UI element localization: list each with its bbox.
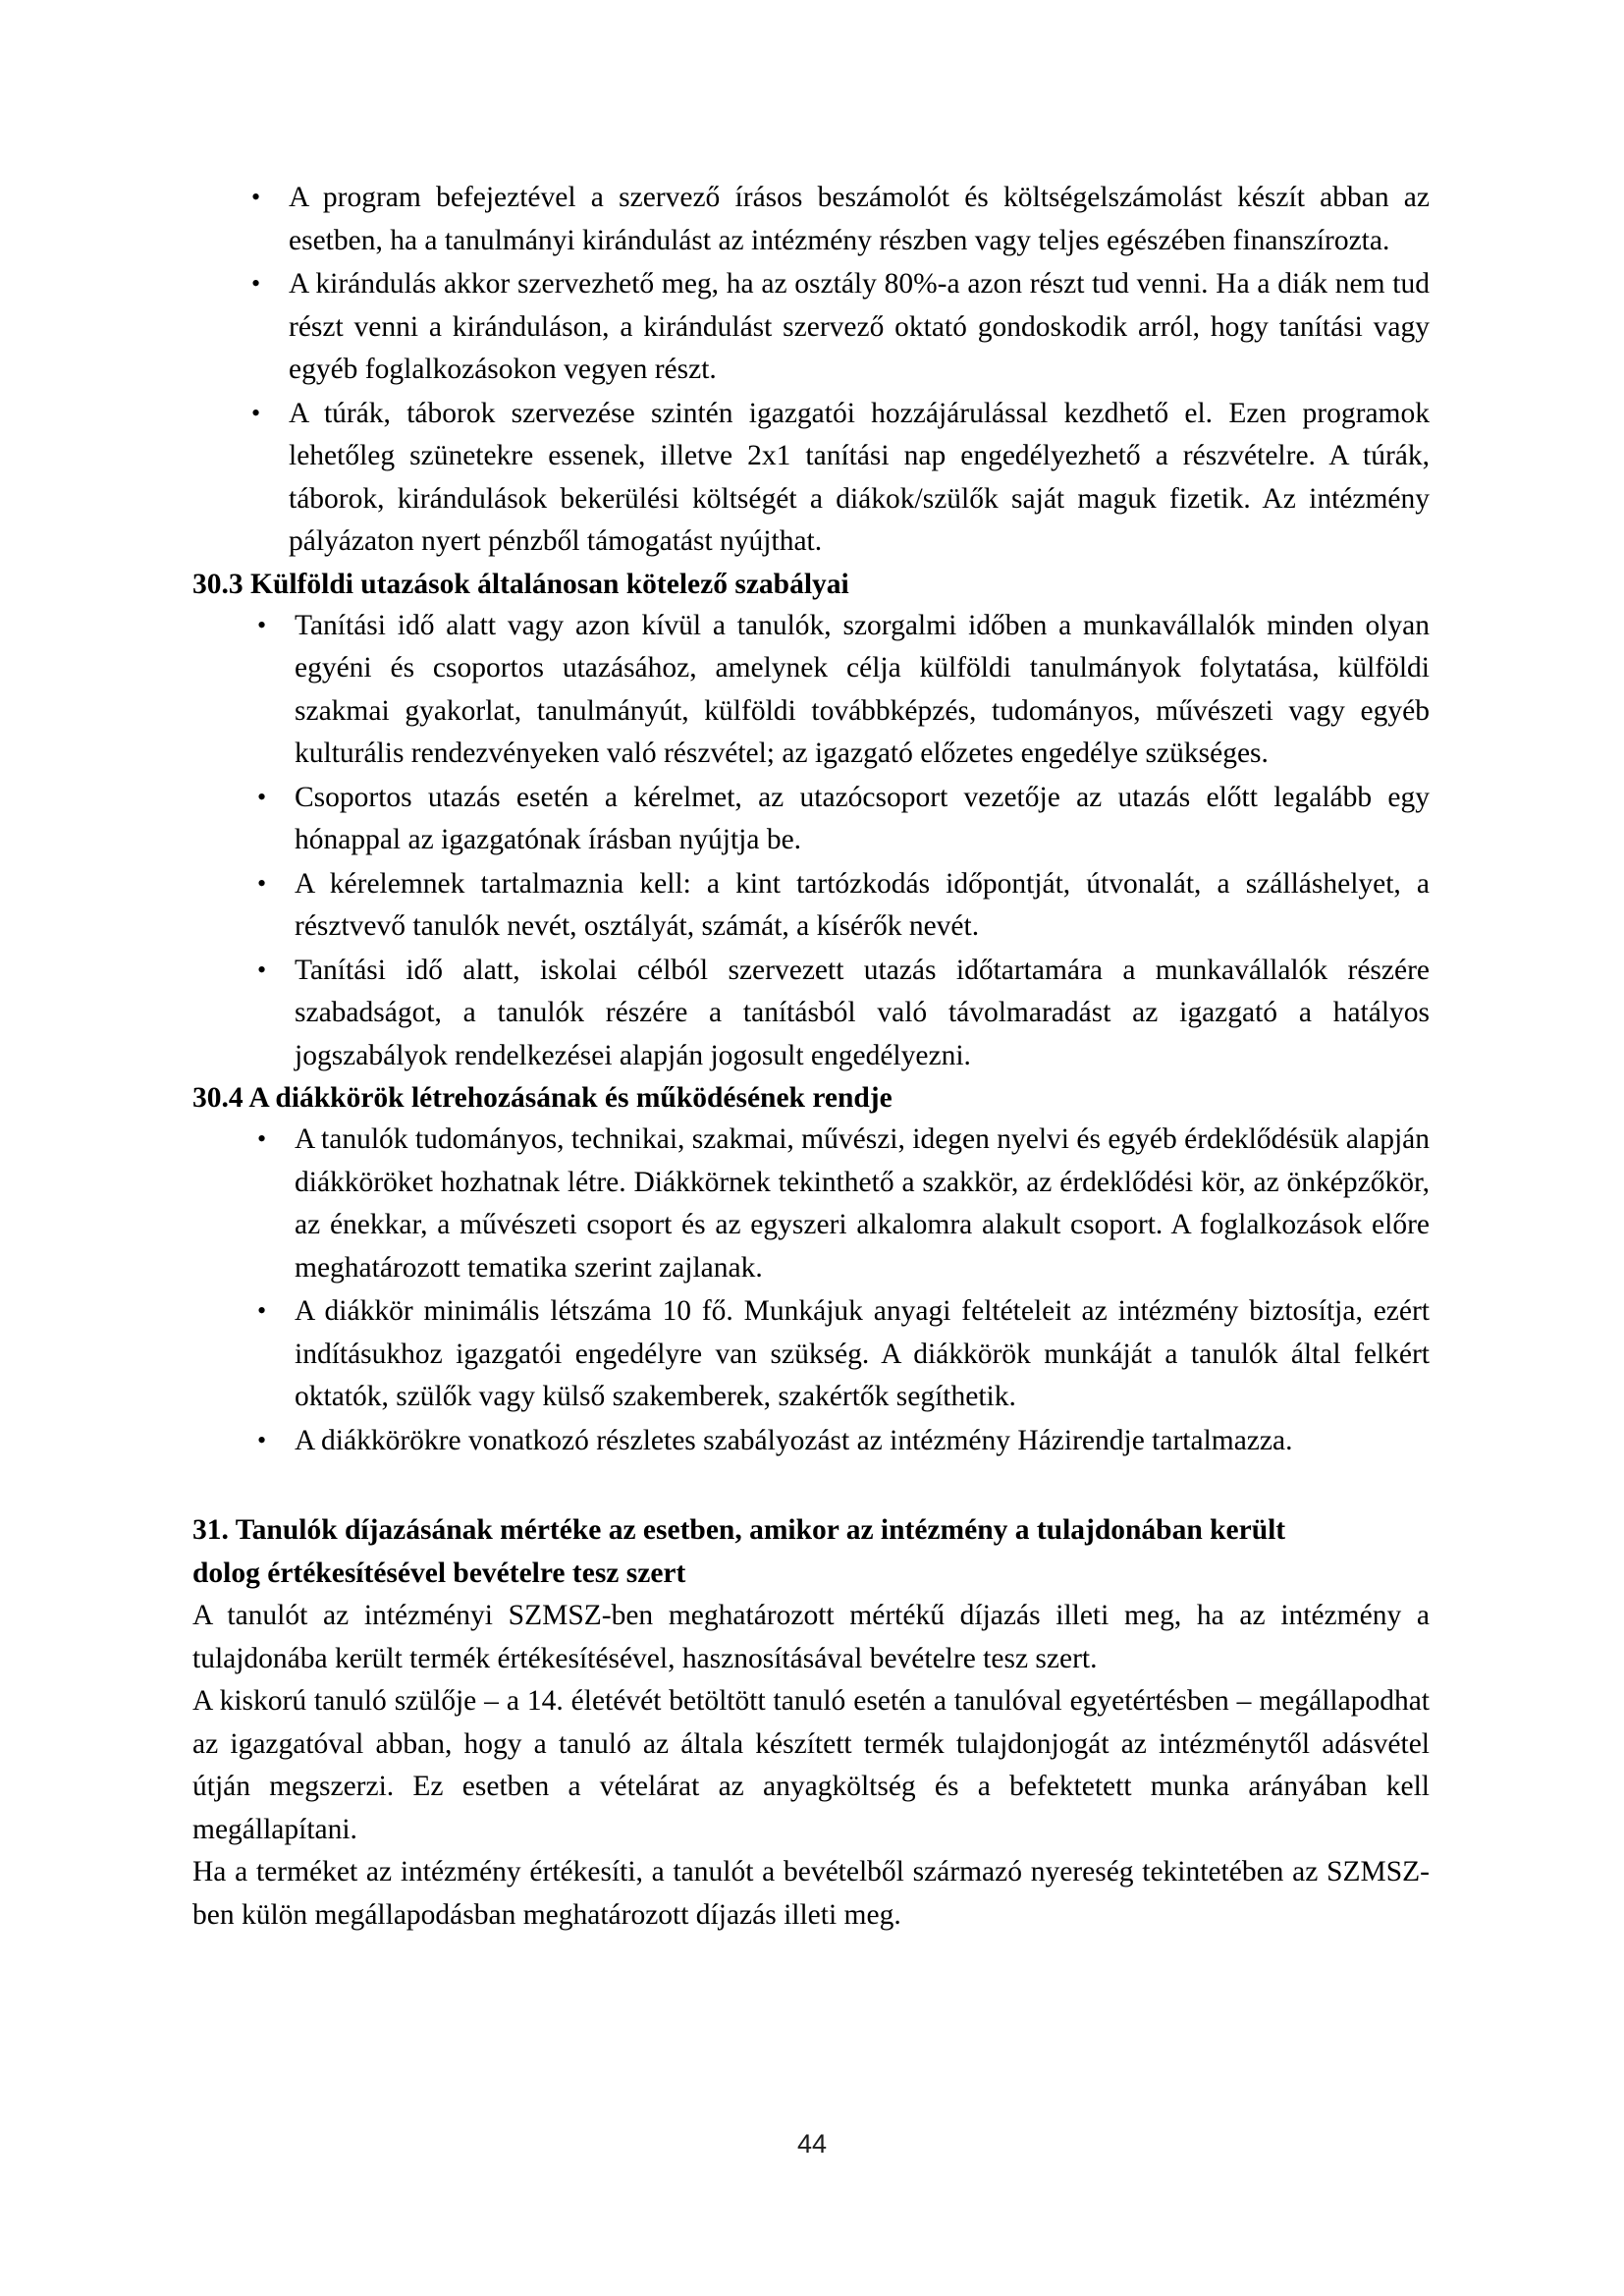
list-item: • Tanítási idő alatt vagy azon kívül a tanulók, szorgalmi időben a munkavállalók minden olyan egyéni és csoportos utazásához, amelynek célja külföldi tanulmányok folytatása, külföldi szakmai gyakorlat, tanulmányút, külföldi továbbképzés, tudományos, művészeti vagy egyéb kulturális rendezvényeken való részvétel; az igazgató előzetes engedélye szükséges. [192,605,1430,776]
heading-30-4: 30.4 A diákkörök létrehozásának és működésének rendje [192,1082,893,1114]
section-30-4-bullet-list [192,1119,1430,1462]
heading-31-line-2: dolog értékesítésével bevételre tesz szert [192,1557,686,1589]
list-item: • Tanítási idő alatt, iskolai célból szervezett utazás időtartamára a munkavállalók részére szabadságot, a tanulók részére a tanításból való távolmaradást az igazgató a hatályos jogszabályok rendelkezései alapján jogosult engedélyezni. [192,950,1430,1078]
list-item: • Csoportos utazás esetén a kérelmet, az utazócsoport vezetője az utazás előtt legalább egy hónappal az igazgatónak írásban nyújtja be. [192,777,1430,862]
section-31-paragraph-3: Ha a terméket az intézmény értékesíti, a tanulót a bevételből származó nyereség tekintetében az SZMSZ-ben külön megállapodásban meghatározott díjazás illeti meg. [192,1856,1430,1931]
intro-bullet-list [192,177,1430,564]
page-number: 44 [796,2129,828,2159]
heading-31-line-1: 31. Tanulók díjazásának mértéke az esetben, amikor az intézmény a tulajdonában került [192,1514,1286,1546]
section-30-3-bullet-list [192,605,1430,1078]
list-item: • A tanulók tudományos, technikai, szakmai, művészi, idegen nyelvi és egyéb érdeklődésük alapján diákköröket hozhatnak létre. Diákkörnek tekinthető a szakkör, az érdeklődési kör, az önképzőkör, az énekkar, a művészeti csoport és az egyszeri alkalomra alakult csoport. A foglalkozások előre meghatározott tematika szerint zajlanak. [192,1119,1430,1289]
list-item: • A diákkörökre vonatkozó részletes szabályozást az intézmény Házirendje tartalmazza. [192,1420,1430,1463]
list-item: • A program befejeztével a szervező írásos beszámolót és költségelszámolást készít abban az esetben, ha a tanulmányi kirándulást az intézmény részben vagy teljes egészében finanszírozta. [192,177,1430,262]
heading-30-3: 30.3 Külföldi utazások általánosan kötelező szabályai [192,568,849,600]
list-item: • A túrák, táborok szervezése szintén igazgatói hozzájárulással kezdhető el. Ezen programok lehetőleg szünetekre essenek, illetve 2x1 tanítási nap engedélyezhető a részvételre. A túrák, táborok, kirándulások bekerülési költségét a diákok/szülők saját maguk fizetik. Az intézmény pályázaton nyert pénzből támogatást nyújthat. [192,393,1430,564]
list-item: • A kérelemnek tartalmaznia kell: a kint tartózkodás időpontját, útvonalát, a szálláshelyet, a résztvevő tanulók nevét, osztályát, számát, a kísérők nevét. [192,863,1430,949]
section-31-paragraph-2: A kiskorú tanuló szülője – a 14. életévét betöltött tanuló esetén a tanulóval egyetértésben – megállapodhat az igazgatóval abban, hogy a tanuló az általa készített termék tulajdonjogát az intézménytől adásvétel útján megszerzi. Ez esetben a vételárat az anyagköltség és a befektetett munka arányában kell megállapítani. [192,1685,1430,1845]
section-31 [192,1509,1430,1937]
list-item: • A kirándulás akkor szervezhető meg, ha az osztály 80%-a azon részt tud venni. Ha a diák nem tud részt venni a kiránduláson, a kirándulást szervező oktató gondoskodik arról, hogy tanítási vagy egyéb foglalkozásokon vegyen részt. [192,263,1430,392]
list-item: • A diákkör minimális létszáma 10 fő. Munkájuk anyagi feltételeit az intézmény biztosítja, ezért indításukhoz igazgatói engedélyre van szükség. A diákkörök munkáját a tanulók által felkért oktatók, szülők vagy külső szakemberek, szakértők segíthetik. [192,1290,1430,1419]
page-content [192,177,1430,1937]
section-31-paragraph-1: A tanulót az intézményi SZMSZ-ben meghatározott mértékű díjazás illeti meg, ha az intézmény a tulajdonába került termék értékesítésével, hasznosításával bevételre tesz szert. [192,1600,1430,1674]
